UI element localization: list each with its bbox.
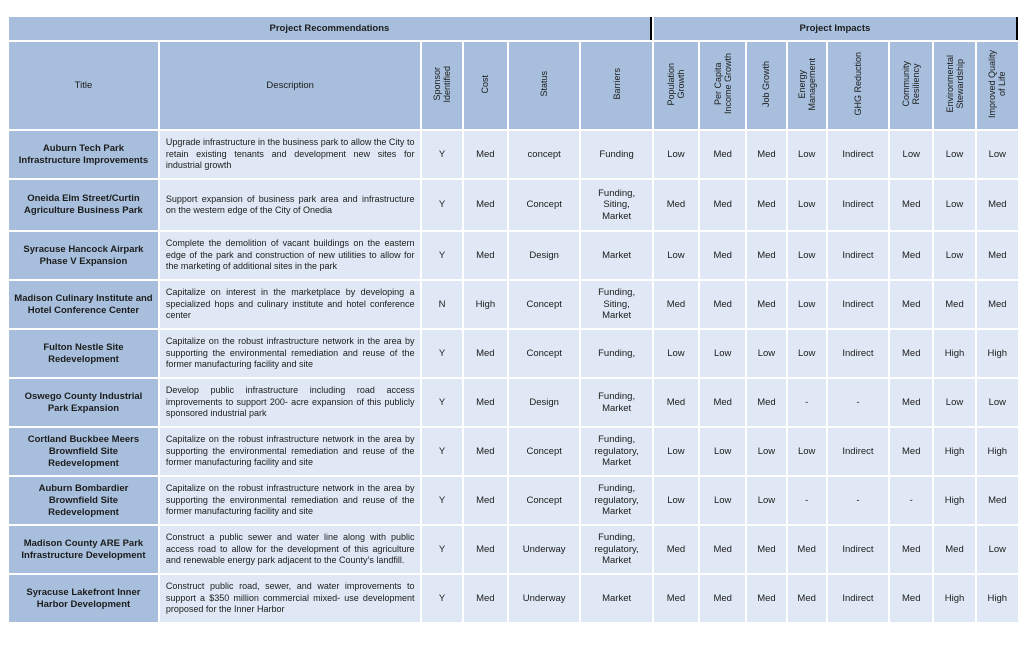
cell-population: Med bbox=[654, 379, 698, 426]
cell-quality: Low bbox=[977, 131, 1018, 178]
project-description: Support expansion of business park area and infrastructure on the western edge of the City of Onedia bbox=[160, 180, 421, 230]
cell-stewardship: High bbox=[934, 477, 974, 524]
cell-barriers: Market bbox=[581, 575, 651, 622]
column-header-status bbox=[509, 42, 579, 129]
column-label: Environmental Stewardship bbox=[944, 55, 965, 113]
cell-energy: Med bbox=[788, 526, 826, 573]
cell-quality: High bbox=[977, 428, 1018, 475]
cell-jobs: Med bbox=[747, 281, 785, 328]
cell-resiliency: Med bbox=[890, 575, 932, 622]
cell-resiliency: Med bbox=[890, 180, 932, 230]
cell-sponsor: N bbox=[422, 281, 461, 328]
project-description: Upgrade infrastructure in the business park to allow the City to retain existing tenants and development new sites for industrial growth bbox=[160, 131, 421, 178]
cell-population: Low bbox=[654, 477, 698, 524]
table-row bbox=[9, 330, 1018, 377]
cell-cost: Med bbox=[464, 526, 507, 573]
column-label: Sponsor Identified bbox=[432, 65, 453, 103]
project-title: Oneida Elm Street/Curtin Agriculture Business Park bbox=[9, 180, 158, 230]
cell-ghg: Indirect bbox=[828, 232, 888, 279]
cell-cost: Med bbox=[464, 575, 507, 622]
cell-resiliency: Low bbox=[890, 131, 932, 178]
cell-status: Design bbox=[509, 379, 579, 426]
cell-energy: - bbox=[788, 477, 826, 524]
cell-barriers: Funding, Siting, Market bbox=[581, 180, 651, 230]
project-title: Oswego County Industrial Park Expansion bbox=[9, 379, 158, 426]
cell-barriers: Funding, regulatory, Market bbox=[581, 526, 651, 573]
cell-quality: Low bbox=[977, 526, 1018, 573]
cell-ghg: Indirect bbox=[828, 526, 888, 573]
table-row bbox=[9, 180, 1018, 230]
cell-quality: Med bbox=[977, 477, 1018, 524]
cell-resiliency: Med bbox=[890, 526, 932, 573]
cell-ghg: - bbox=[828, 477, 888, 524]
cell-barriers: Funding, regulatory, Market bbox=[581, 428, 651, 475]
cell-stewardship: Med bbox=[934, 526, 974, 573]
column-header-environmental-stewardship bbox=[934, 42, 974, 129]
cell-stewardship: High bbox=[934, 575, 974, 622]
cell-jobs: Low bbox=[747, 477, 785, 524]
cell-resiliency: Med bbox=[890, 379, 932, 426]
cell-income: Med bbox=[700, 379, 745, 426]
cell-resiliency: Med bbox=[890, 281, 932, 328]
column-label: Description bbox=[266, 80, 314, 91]
cell-status: Concept bbox=[509, 330, 579, 377]
cell-jobs: Med bbox=[747, 180, 785, 230]
cell-cost: Med bbox=[464, 232, 507, 279]
cell-population: Med bbox=[654, 180, 698, 230]
cell-cost: Med bbox=[464, 180, 507, 230]
cell-energy: Low bbox=[788, 131, 826, 178]
cell-jobs: Med bbox=[747, 575, 785, 622]
cell-stewardship: Med bbox=[934, 281, 974, 328]
cell-population: Low bbox=[654, 232, 698, 279]
column-header-income-growth bbox=[700, 42, 745, 129]
cell-income: Med bbox=[700, 281, 745, 328]
table-row bbox=[9, 379, 1018, 426]
column-label: Title bbox=[74, 80, 93, 91]
cell-resiliency: Med bbox=[890, 330, 932, 377]
project-impacts-header: Project Impacts bbox=[654, 17, 1018, 40]
project-title: Madison Culinary Institute and Hotel Conference Center bbox=[9, 281, 158, 328]
column-header-ghg-reduction bbox=[828, 42, 888, 129]
cell-barriers: Funding, Siting, Market bbox=[581, 281, 651, 328]
column-header-title bbox=[9, 42, 158, 129]
cell-energy: Low bbox=[788, 232, 826, 279]
column-header-sponsor bbox=[422, 42, 461, 129]
project-description: Capitalize on the robust infrastructure network in the area by supporting the environmental remediation and reuse of the former manufacturing facility and site bbox=[160, 330, 421, 377]
project-title: Syracuse Lakefront Inner Harbor Development bbox=[9, 575, 158, 622]
cell-stewardship: Low bbox=[934, 232, 974, 279]
project-description: Construct a public sewer and water line along with public access road to allow for the development of this agriculture and renewable energy park adjacent to the County’s landfill. bbox=[160, 526, 421, 573]
cell-quality: Low bbox=[977, 379, 1018, 426]
cell-ghg: - bbox=[828, 379, 888, 426]
cell-ghg: Indirect bbox=[828, 428, 888, 475]
cell-income: Med bbox=[700, 232, 745, 279]
project-title: Syracuse Hancock Airpark Phase V Expansion bbox=[9, 232, 158, 279]
cell-sponsor: Y bbox=[422, 131, 461, 178]
cell-status: Concept bbox=[509, 180, 579, 230]
cell-income: Med bbox=[700, 575, 745, 622]
project-description: Capitalize on the robust infrastructure network in the area by supporting the environmental remediation and reuse of the former manufacturing facility and site bbox=[160, 428, 421, 475]
cell-status: concept bbox=[509, 131, 579, 178]
column-label: Barriers bbox=[611, 68, 622, 100]
column-header-cost bbox=[464, 42, 507, 129]
cell-status: Underway bbox=[509, 526, 579, 573]
cell-cost: Med bbox=[464, 379, 507, 426]
table-row bbox=[9, 131, 1018, 178]
cell-ghg: Indirect bbox=[828, 575, 888, 622]
cell-stewardship: Low bbox=[934, 180, 974, 230]
cell-energy: Low bbox=[788, 281, 826, 328]
cell-quality: Med bbox=[977, 281, 1018, 328]
table-row bbox=[9, 281, 1018, 328]
column-header-energy-management bbox=[788, 42, 826, 129]
cell-quality: High bbox=[977, 575, 1018, 622]
cell-income: Low bbox=[700, 477, 745, 524]
cell-population: Med bbox=[654, 526, 698, 573]
cell-quality: Med bbox=[977, 180, 1018, 230]
cell-energy: - bbox=[788, 379, 826, 426]
cell-population: Med bbox=[654, 281, 698, 328]
cell-population: Med bbox=[654, 575, 698, 622]
cell-energy: Low bbox=[788, 428, 826, 475]
cell-status: Concept bbox=[509, 477, 579, 524]
cell-stewardship: High bbox=[934, 330, 974, 377]
cell-quality: Med bbox=[977, 232, 1018, 279]
cell-status: Design bbox=[509, 232, 579, 279]
cell-barriers: Funding, regulatory, Market bbox=[581, 477, 651, 524]
cell-jobs: Med bbox=[747, 232, 785, 279]
cell-income: Low bbox=[700, 428, 745, 475]
cell-energy: Low bbox=[788, 330, 826, 377]
cell-barriers: Market bbox=[581, 232, 651, 279]
cell-stewardship: High bbox=[934, 428, 974, 475]
cell-status: Concept bbox=[509, 281, 579, 328]
project-table bbox=[7, 15, 1020, 624]
column-header-description bbox=[160, 42, 421, 129]
cell-cost: Med bbox=[464, 330, 507, 377]
cell-cost: High bbox=[464, 281, 507, 328]
cell-jobs: Low bbox=[747, 428, 785, 475]
project-title: Fulton Nestle Site Redevelopment bbox=[9, 330, 158, 377]
cell-barriers: Funding bbox=[581, 131, 651, 178]
cell-energy: Med bbox=[788, 575, 826, 622]
cell-cost: Med bbox=[464, 477, 507, 524]
project-description: Complete the demolition of vacant buildings on the eastern edge of the park and construction of new utilities to allow for the marketing of additional sites in the park bbox=[160, 232, 421, 279]
cell-ghg: Indirect bbox=[828, 281, 888, 328]
cell-sponsor: Y bbox=[422, 180, 461, 230]
cell-status: Underway bbox=[509, 575, 579, 622]
cell-cost: Med bbox=[464, 428, 507, 475]
cell-jobs: Med bbox=[747, 526, 785, 573]
cell-ghg: Indirect bbox=[828, 330, 888, 377]
cell-population: Low bbox=[654, 131, 698, 178]
project-title: Madison County ARE Park Infrastructure Development bbox=[9, 526, 158, 573]
column-header-population-growth bbox=[654, 42, 698, 129]
project-title: Auburn Bombardier Brownfield Site Redevelopment bbox=[9, 477, 158, 524]
cell-ghg: Indirect bbox=[828, 131, 888, 178]
cell-stewardship: Low bbox=[934, 131, 974, 178]
project-title: Auburn Tech Park Infrastructure Improvements bbox=[9, 131, 158, 178]
table-row bbox=[9, 477, 1018, 524]
cell-income: Med bbox=[700, 526, 745, 573]
column-label: Cost bbox=[480, 74, 491, 94]
column-label: Improved Quality of Life bbox=[987, 49, 1008, 119]
cell-resiliency: - bbox=[890, 477, 932, 524]
cell-population: Low bbox=[654, 428, 698, 475]
project-description: Capitalize on the robust infrastructure network in the area by supporting the environmental remediation and reuse of the former manufacturing facility and site bbox=[160, 477, 421, 524]
cell-income: Med bbox=[700, 131, 745, 178]
column-label: Job Growth bbox=[761, 60, 772, 108]
cell-resiliency: Med bbox=[890, 232, 932, 279]
column-header-barriers bbox=[581, 42, 651, 129]
cell-quality: High bbox=[977, 330, 1018, 377]
project-description: Capitalize on interest in the marketplace by developing a specialized hops and culinary institute and hotel conference center bbox=[160, 281, 421, 328]
table-row bbox=[9, 575, 1018, 622]
project-title: Cortland Buckbee Meers Brownfield Site Redevelopment bbox=[9, 428, 158, 475]
cell-jobs: Low bbox=[747, 330, 785, 377]
cell-income: Med bbox=[700, 180, 745, 230]
column-label: Per Capita Income Growth bbox=[712, 53, 733, 115]
cell-population: Low bbox=[654, 330, 698, 377]
cell-ghg: Indirect bbox=[828, 180, 888, 230]
cell-sponsor: Y bbox=[422, 330, 461, 377]
cell-jobs: Med bbox=[747, 131, 785, 178]
cell-barriers: Funding, Market bbox=[581, 379, 651, 426]
cell-barriers: Funding, bbox=[581, 330, 651, 377]
cell-sponsor: Y bbox=[422, 575, 461, 622]
cell-income: Low bbox=[700, 330, 745, 377]
column-header-quality-of-life bbox=[977, 42, 1018, 129]
column-label: Population Growth bbox=[665, 62, 686, 106]
column-label: GHG Reduction bbox=[852, 52, 863, 116]
cell-cost: Med bbox=[464, 131, 507, 178]
cell-jobs: Med bbox=[747, 379, 785, 426]
table-row bbox=[9, 232, 1018, 279]
column-label: Status bbox=[539, 71, 550, 97]
project-table-container bbox=[9, 15, 1018, 624]
cell-sponsor: Y bbox=[422, 379, 461, 426]
cell-resiliency: Med bbox=[890, 428, 932, 475]
project-description: Develop public infrastructure including road access improvements to support 200- acre expansion of this publicly sponsored industrial park bbox=[160, 379, 421, 426]
cell-status: Concept bbox=[509, 428, 579, 475]
column-header-job-growth bbox=[747, 42, 785, 129]
project-description: Construct public road, sewer, and water improvements to support a $350 million commercial mixed- use development proposed for the Inner Harbor bbox=[160, 575, 421, 622]
table-row bbox=[9, 526, 1018, 573]
table-body bbox=[9, 131, 1018, 622]
cell-sponsor: Y bbox=[422, 477, 461, 524]
table-row bbox=[9, 428, 1018, 475]
cell-stewardship: Low bbox=[934, 379, 974, 426]
cell-sponsor: Y bbox=[422, 526, 461, 573]
column-label: Energy Management bbox=[796, 57, 817, 111]
column-header-community-resiliency bbox=[890, 42, 932, 129]
column-label: Community Resiliency bbox=[901, 61, 922, 107]
cell-sponsor: Y bbox=[422, 232, 461, 279]
cell-energy: Low bbox=[788, 180, 826, 230]
cell-sponsor: Y bbox=[422, 428, 461, 475]
project-recommendations-header: Project Recommendations bbox=[9, 17, 652, 40]
